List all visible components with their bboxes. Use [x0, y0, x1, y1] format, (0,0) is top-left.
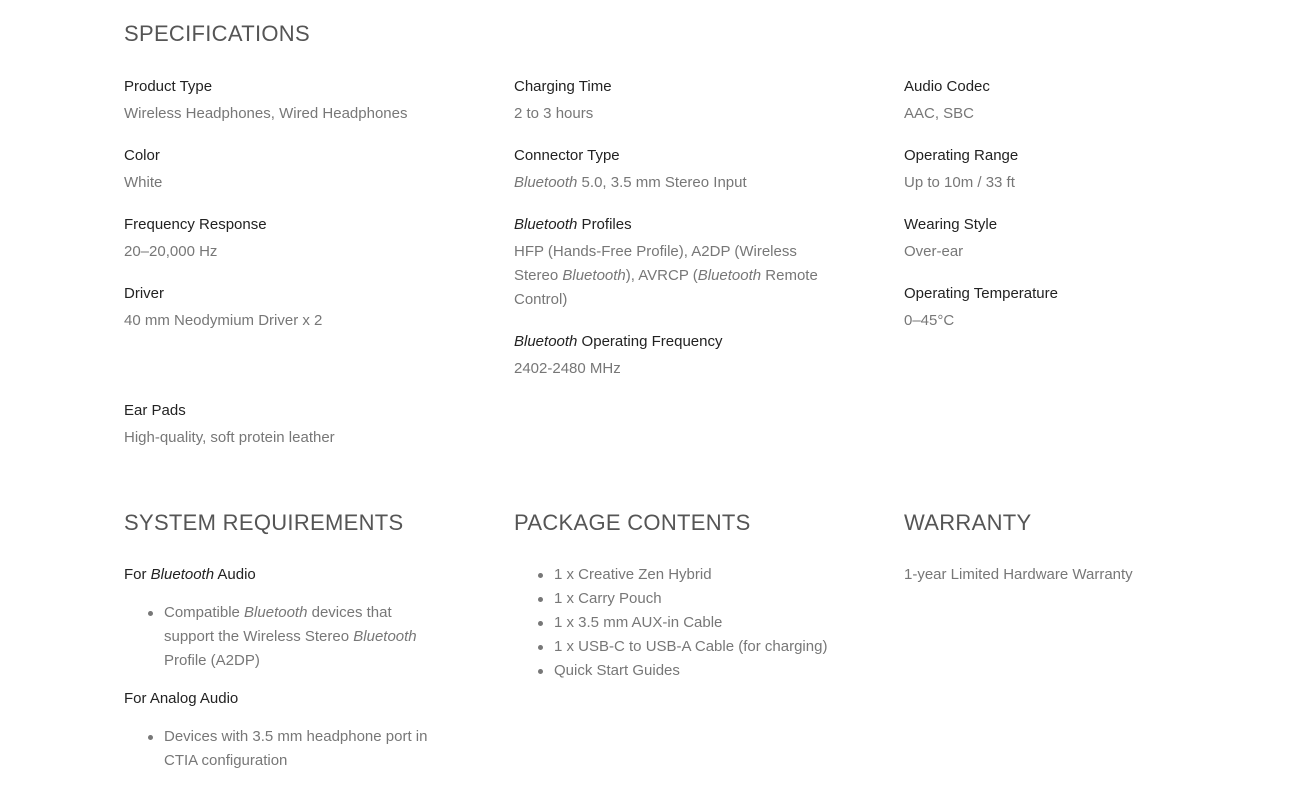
spec-value: White	[124, 174, 163, 191]
spec-label	[514, 332, 722, 352]
spec-value: 20–20,000 Hz	[124, 243, 218, 260]
bluetooth-text: Bluetooth	[353, 628, 417, 645]
spec-audio-codec	[904, 77, 990, 126]
system-requirements-title: SYSTEM REQUIREMENTS	[124, 510, 404, 535]
list-item	[124, 601, 434, 673]
item-text: devices that support the Wireless Stereo	[164, 604, 392, 645]
spec-operating-range	[904, 146, 1018, 195]
spec-value: 2402-2480 MHz	[514, 360, 621, 377]
label-text: For	[124, 566, 151, 583]
spec-label: Ear Pads	[124, 402, 186, 419]
spec-label: Driver	[124, 285, 164, 302]
warranty-value: 1-year Limited Hardware Warranty	[904, 566, 1133, 583]
spec-bluetooth-profiles	[514, 215, 834, 312]
spec-value: 40 mm Neodymium Driver x 2	[124, 312, 323, 329]
spec-product-type	[124, 77, 407, 126]
spec-connector-type	[514, 146, 747, 195]
spec-value: Over-ear	[904, 243, 964, 260]
spec-value: High-quality, soft protein leather	[124, 429, 335, 446]
spec-value-text: 5.0, 3.5 mm Stereo Input	[577, 174, 747, 191]
list-item: 1 x USB-C to USB-A Cable (for charging)	[514, 635, 844, 659]
spec-bluetooth-frequency	[514, 332, 722, 381]
item-text: Compatible	[164, 604, 245, 621]
spec-label: Operating Range	[904, 147, 1019, 164]
package-contents-title: PACKAGE CONTENTS	[514, 510, 751, 535]
spec-label: Connector Type	[514, 147, 620, 164]
spec-wearing-style	[904, 215, 997, 264]
bluetooth-text: Bluetooth	[150, 566, 215, 583]
bluetooth-text: Bluetooth	[697, 267, 762, 284]
analog-audio-label: For Analog Audio	[124, 690, 239, 707]
spec-value	[514, 171, 747, 195]
bluetooth-audio-list	[124, 601, 434, 673]
spec-value-text: HFP (Hands-Free Profile), A2DP (Wireless Stereo	[514, 243, 797, 284]
spec-charging-time	[514, 77, 612, 126]
specifications-title: SPECIFICATIONS	[124, 21, 310, 46]
package-contents-list	[514, 563, 844, 683]
list-item: Quick Start Guides	[514, 659, 844, 683]
list-item: 1 x 3.5 mm AUX-in Cable	[514, 611, 844, 635]
spec-label: Audio Codec	[904, 78, 990, 95]
spec-frequency-response	[124, 215, 267, 264]
spec-label: Product Type	[124, 78, 213, 95]
bluetooth-text: Bluetooth	[514, 174, 578, 191]
spec-operating-temperature	[904, 284, 1058, 333]
spec-ear-pads	[124, 401, 335, 450]
spec-value-text: Remote Control)	[514, 267, 818, 308]
spec-driver	[124, 284, 322, 333]
spec-label: Wearing Style	[904, 216, 998, 233]
warranty	[904, 563, 1234, 587]
spec-value: AAC, SBC	[904, 105, 975, 122]
system-requirements	[124, 565, 434, 773]
list-item: 1 x Carry Pouch	[514, 587, 844, 611]
spec-value-text: ), AVRCP (	[625, 267, 698, 284]
package-contents	[514, 563, 844, 683]
bluetooth-text: Bluetooth	[514, 216, 578, 233]
spec-label	[514, 215, 834, 235]
bluetooth-audio-label	[124, 565, 434, 585]
analog-audio-list	[124, 725, 434, 773]
spec-label: Charging Time	[514, 78, 612, 95]
spec-color	[124, 146, 162, 195]
spec-label: Frequency Response	[124, 216, 267, 233]
spec-value: 2 to 3 hours	[514, 105, 594, 122]
spec-label: Operating Temperature	[904, 285, 1058, 302]
spec-label: Color	[124, 147, 160, 164]
spec-value: Wireless Headphones, Wired Headphones	[124, 105, 408, 122]
spec-label-text: Profiles	[577, 216, 632, 233]
list-item: Devices with 3.5 mm headphone port in CTIA configuration	[124, 725, 434, 773]
bluetooth-text: Bluetooth	[514, 333, 578, 350]
warranty-title: WARRANTY	[904, 510, 1032, 535]
spec-value: Up to 10m / 33 ft	[904, 174, 1015, 191]
spec-value	[514, 240, 834, 312]
item-text: Profile (A2DP)	[164, 652, 260, 669]
bluetooth-text: Bluetooth	[562, 267, 626, 284]
label-text: Audio	[214, 566, 256, 583]
bluetooth-text: Bluetooth	[244, 604, 308, 621]
spec-label-text: Operating Frequency	[577, 333, 723, 350]
list-item: 1 x Creative Zen Hybrid	[514, 563, 844, 587]
spec-value: 0–45°C	[904, 312, 955, 329]
